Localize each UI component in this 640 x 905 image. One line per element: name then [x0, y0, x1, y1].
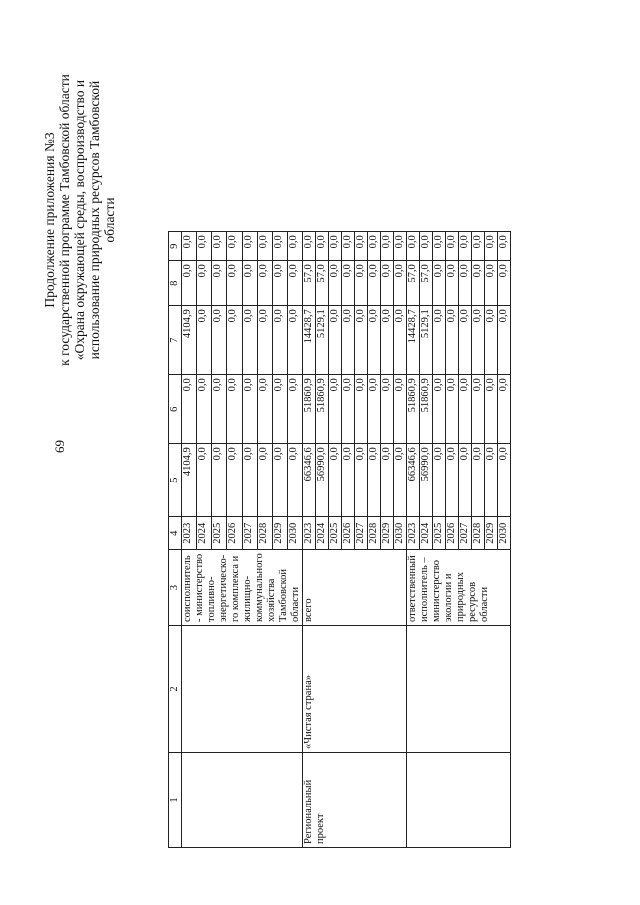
amount-cell: 0,0: [342, 232, 355, 261]
amount-cell: 0,0: [368, 261, 381, 306]
amount-cell: 0,0: [355, 306, 368, 375]
amount-cell: 0,0: [257, 261, 272, 306]
column-number: 7: [169, 306, 182, 375]
amount-cell: 4104,9: [182, 306, 197, 375]
amount-cell: 0,0: [394, 375, 407, 444]
amount-cell: 0,0: [498, 232, 511, 261]
amount-cell: 66346,6: [407, 444, 420, 517]
amount-cell: 0,0: [227, 261, 242, 306]
amount-cell: 0,0: [485, 444, 498, 517]
amount-cell: 0,0: [287, 232, 302, 261]
amount-cell: 0,0: [257, 444, 272, 517]
amount-cell: 0,0: [197, 375, 212, 444]
column-number: 5: [169, 444, 182, 517]
amount-cell: 0,0: [342, 306, 355, 375]
year-cell: 2029: [381, 517, 394, 550]
amount-cell: 0,0: [227, 232, 242, 261]
year-cell: 2028: [472, 517, 485, 550]
amount-cell: 0,0: [342, 375, 355, 444]
amount-cell: 0,0: [485, 232, 498, 261]
amount-cell: 0,0: [368, 306, 381, 375]
amount-cell: 0,0: [381, 444, 394, 517]
amount-cell: 0,0: [381, 306, 394, 375]
amount-cell: 0,0: [459, 375, 472, 444]
amount-cell: 0,0: [303, 232, 316, 261]
amount-cell: 0,0: [329, 306, 342, 375]
amount-cell: 0,0: [182, 261, 197, 306]
funding-table: [168, 231, 511, 848]
amount-cell: 0,0: [329, 375, 342, 444]
amount-cell: 0,0: [472, 444, 485, 517]
program-element-cell: [407, 753, 511, 848]
amount-cell: 0,0: [227, 444, 242, 517]
year-cell: 2024: [197, 517, 212, 550]
column-number: 9: [169, 232, 182, 261]
amount-cell: 0,0: [394, 444, 407, 517]
amount-cell: 51860,9: [420, 375, 433, 444]
column-number: 6: [169, 375, 182, 444]
amount-cell: 0,0: [182, 375, 197, 444]
project-name-cell: [407, 626, 511, 753]
header-line: к государственной программе Тамбовской области: [57, 74, 72, 366]
amount-cell: 0,0: [381, 232, 394, 261]
amount-cell: 0,0: [446, 261, 459, 306]
amount-cell: 0,0: [394, 306, 407, 375]
program-element-cell: Региональный проект: [303, 753, 407, 848]
header-line: Продолжение приложения №3: [42, 132, 57, 308]
amount-cell: 0,0: [394, 232, 407, 261]
amount-cell: 0,0: [287, 261, 302, 306]
year-cell: 2023: [303, 517, 316, 550]
header-line: «Охрана окружающей среды, воспроизводство и: [72, 79, 87, 361]
year-cell: 2027: [459, 517, 472, 550]
amount-cell: 0,0: [257, 232, 272, 261]
amount-cell: 0,0: [212, 375, 227, 444]
amount-cell: 0,0: [433, 261, 446, 306]
amount-cell: 0,0: [242, 232, 257, 261]
amount-cell: 66346,6: [303, 444, 316, 517]
amount-cell: 0,0: [446, 375, 459, 444]
amount-cell: 0,0: [433, 306, 446, 375]
executor-cell: всего: [303, 550, 407, 626]
amount-cell: 0,0: [242, 444, 257, 517]
amount-cell: 0,0: [459, 232, 472, 261]
year-cell: 2023: [407, 517, 420, 550]
page-number: 69: [52, 440, 67, 453]
amount-cell: 0,0: [316, 232, 329, 261]
table-row: [303, 232, 316, 848]
amount-cell: 0,0: [182, 232, 197, 261]
amount-cell: 0,0: [257, 306, 272, 375]
amount-cell: 0,0: [227, 375, 242, 444]
amount-cell: 0,0: [446, 306, 459, 375]
amount-cell: 0,0: [197, 306, 212, 375]
year-cell: 2027: [242, 517, 257, 550]
amount-cell: 0,0: [420, 232, 433, 261]
column-number: 3: [169, 550, 182, 626]
amount-cell: 0,0: [381, 261, 394, 306]
amount-cell: 0,0: [355, 232, 368, 261]
amount-cell: 0,0: [368, 444, 381, 517]
amount-cell: 5129,1: [316, 306, 329, 375]
table-row: [182, 232, 197, 848]
year-cell: 2025: [433, 517, 446, 550]
amount-cell: 0,0: [272, 375, 287, 444]
amount-cell: 14428,7: [303, 306, 316, 375]
amount-cell: 51860,9: [316, 375, 329, 444]
amount-cell: 0,0: [433, 232, 446, 261]
executor-cell: ответственный исполнитель – министерство экологии и природных ресурсов области: [407, 550, 511, 626]
year-cell: 2029: [485, 517, 498, 550]
amount-cell: 0,0: [355, 444, 368, 517]
amount-cell: 0,0: [272, 232, 287, 261]
amount-cell: 0,0: [498, 444, 511, 517]
table-row: [407, 232, 420, 848]
amount-cell: 0,0: [329, 261, 342, 306]
amount-cell: 57,0: [303, 261, 316, 306]
amount-cell: 0,0: [498, 375, 511, 444]
amount-cell: 0,0: [368, 232, 381, 261]
amount-cell: 0,0: [212, 444, 227, 517]
year-cell: 2026: [446, 517, 459, 550]
column-number: 8: [169, 261, 182, 306]
amount-cell: 0,0: [446, 232, 459, 261]
amount-cell: 0,0: [227, 306, 242, 375]
amount-cell: 0,0: [272, 444, 287, 517]
amount-cell: 0,0: [242, 261, 257, 306]
amount-cell: 0,0: [197, 444, 212, 517]
amount-cell: 0,0: [472, 261, 485, 306]
amount-cell: 14428,7: [407, 306, 420, 375]
year-cell: 2025: [329, 517, 342, 550]
amount-cell: 0,0: [446, 444, 459, 517]
column-number: 1: [169, 753, 182, 848]
amount-cell: 0,0: [472, 232, 485, 261]
amount-cell: 57,0: [420, 261, 433, 306]
amount-cell: 51860,9: [407, 375, 420, 444]
amount-cell: 0,0: [212, 232, 227, 261]
amount-cell: 0,0: [368, 375, 381, 444]
year-cell: 2030: [498, 517, 511, 550]
year-cell: 2028: [257, 517, 272, 550]
amount-cell: 0,0: [342, 444, 355, 517]
year-cell: 2028: [368, 517, 381, 550]
amount-cell: 0,0: [394, 261, 407, 306]
project-name-cell: «Чистая страна»: [303, 626, 407, 753]
amount-cell: 0,0: [485, 261, 498, 306]
amount-cell: 0,0: [287, 444, 302, 517]
year-cell: 2023: [182, 517, 197, 550]
amount-cell: 0,0: [381, 375, 394, 444]
year-cell: 2029: [272, 517, 287, 550]
amount-cell: 0,0: [459, 261, 472, 306]
appendix-header: [42, 5, 117, 435]
amount-cell: 0,0: [287, 306, 302, 375]
amount-cell: 0,0: [407, 232, 420, 261]
year-cell: 2025: [212, 517, 227, 550]
column-number: 4: [169, 517, 182, 550]
amount-cell: 4104,9: [182, 444, 197, 517]
year-cell: 2030: [394, 517, 407, 550]
amount-cell: 0,0: [485, 375, 498, 444]
amount-cell: 51860,9: [303, 375, 316, 444]
amount-cell: 0,0: [472, 306, 485, 375]
year-cell: 2030: [287, 517, 302, 550]
amount-cell: 0,0: [459, 444, 472, 517]
amount-cell: 0,0: [329, 444, 342, 517]
amount-cell: 0,0: [242, 306, 257, 375]
column-number: 2: [169, 626, 182, 753]
year-cell: 2026: [227, 517, 242, 550]
amount-cell: 0,0: [459, 306, 472, 375]
amount-cell: 57,0: [316, 261, 329, 306]
amount-cell: 0,0: [272, 261, 287, 306]
amount-cell: 0,0: [498, 306, 511, 375]
executor-cell: соисполнитель - министерство топливно-энергетическо-го комплекса и жилищно-коммунального хозяйства Тамбовской области: [182, 550, 303, 626]
amount-cell: 0,0: [329, 232, 342, 261]
year-cell: 2024: [316, 517, 329, 550]
amount-cell: 0,0: [257, 375, 272, 444]
amount-cell: 0,0: [433, 444, 446, 517]
amount-cell: 56990,0: [420, 444, 433, 517]
amount-cell: 0,0: [433, 375, 446, 444]
amount-cell: 5129,1: [420, 306, 433, 375]
amount-cell: 0,0: [355, 261, 368, 306]
amount-cell: 57,0: [407, 261, 420, 306]
year-cell: 2026: [342, 517, 355, 550]
header-line: области: [102, 197, 117, 243]
program-element-cell: [182, 753, 303, 848]
amount-cell: 0,0: [272, 306, 287, 375]
project-name-cell: [182, 626, 303, 753]
year-cell: 2024: [420, 517, 433, 550]
amount-cell: 0,0: [498, 261, 511, 306]
year-cell: 2027: [355, 517, 368, 550]
amount-cell: 0,0: [342, 261, 355, 306]
amount-cell: 0,0: [472, 375, 485, 444]
amount-cell: 0,0: [197, 261, 212, 306]
header-line: использование природных ресурсов Тамбовской: [87, 80, 102, 360]
amount-cell: 0,0: [287, 375, 302, 444]
amount-cell: 0,0: [242, 375, 257, 444]
amount-cell: 0,0: [485, 306, 498, 375]
amount-cell: 56990,0: [316, 444, 329, 517]
amount-cell: 0,0: [212, 261, 227, 306]
amount-cell: 0,0: [212, 306, 227, 375]
header-row: [169, 232, 182, 848]
amount-cell: 0,0: [355, 375, 368, 444]
amount-cell: 0,0: [197, 232, 212, 261]
